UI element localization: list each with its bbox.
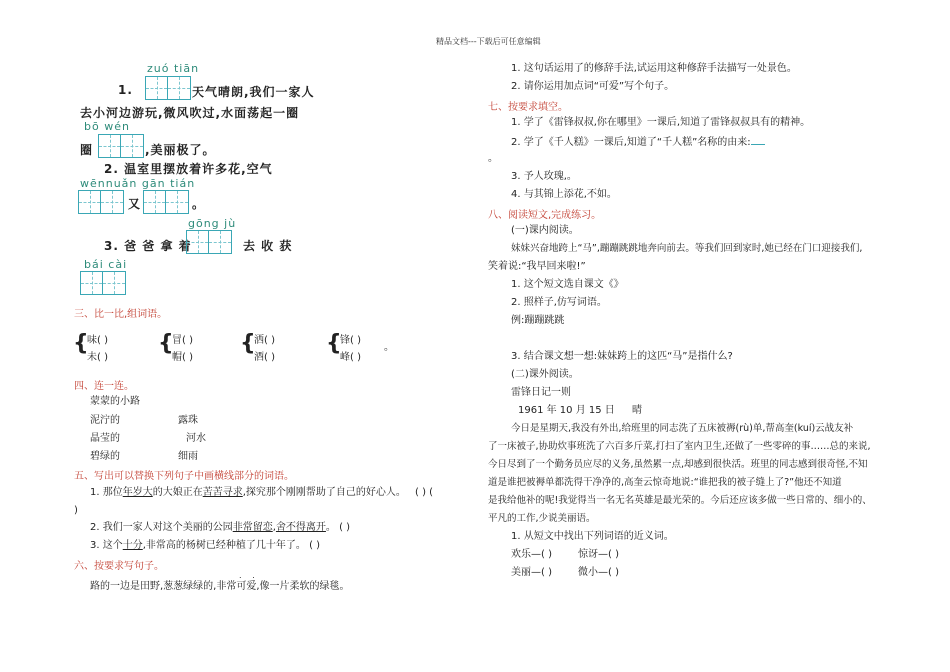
pinyin-gongju: gōng jù [188, 217, 237, 230]
diary-date: 1961 年 10 月 15 日 [518, 405, 615, 416]
compare-end: 。 [384, 342, 394, 353]
s5-q2-underline-1: 非常留恋 [232, 522, 273, 533]
diary-line-6: 平凡的工作,少说美丽语。 [488, 513, 596, 524]
section-7-title: 七、按要求填空。 [488, 102, 568, 113]
compare-4b: 峰( ) [340, 352, 361, 363]
p1-text-1: 妹妹兴奋地跨上“马”,蹦蹦跳跳地奔向前去。等我们回到家时,她已经在门口迎接我们, [511, 243, 863, 254]
p1-q2: 2. 照样子,仿写词语。 [511, 297, 607, 308]
p1-example: 例:蹦蹦跳跳 [511, 315, 565, 326]
writing-grid-gongju[interactable] [186, 230, 232, 254]
diary-title: 雷锋日记一则 [511, 387, 571, 398]
diary-line-3: 今日尽到了一个勤务员应尽的义务,虽然累一点,却感到很快活。班里的同志感到很奇怪,不知 [488, 459, 868, 470]
s5-q2-a: 2. 我们一家人对这个美丽的公园 [90, 522, 233, 533]
diary-line-2: 了一床被子,协助炊事班洗了六百多斤菜,打扫了室内卫生,还做了一些零碎的事……总的来说, [488, 441, 871, 452]
s5-q1 [90, 486, 406, 500]
s5-q1-underline-1: 年岁大 [122, 487, 153, 498]
page-header: 精品文档---下载后可任意编辑 [436, 37, 541, 46]
part-1-title: (一)课内阅读。 [511, 225, 579, 236]
s7-1: 1. 学了《雷锋叔叔,你在哪里》一课后,知道了雷锋叔叔具有的精神。 [511, 117, 811, 128]
s5-q2-b: , [272, 522, 276, 533]
part-2-title: (二)课外阅读。 [511, 369, 579, 380]
r1: 1. 这句话运用了的修辞手法,试运用这种修辞手法描写一处景色。 [511, 63, 797, 74]
q2-and: 又 [128, 197, 142, 211]
pinyin-baicai: bái cài [84, 258, 128, 271]
section-8-title: 八、阅读短文,完成练习。 [488, 210, 602, 221]
brace-4: { [326, 331, 342, 356]
match-left-2: 泥泞的 [90, 415, 120, 426]
p1-q3: 3. 结合课文想一想:妹妹跨上的这匹“马”是指什么? [511, 351, 733, 362]
s5-q2-underline-2: 舍不得离开 [275, 522, 326, 533]
s5-q1-c: ,探究那个刚刚帮助了自己的好心人。 [242, 487, 406, 498]
q1-number: 1. [118, 83, 133, 97]
section-6-title: 六、按要求写句子。 [74, 561, 164, 572]
section-5-title: 五、写出可以替换下列句子中画横线部分的词语。 [74, 471, 294, 482]
s5-q3-underline: 十分 [122, 540, 143, 551]
section-3-title: 三、比一比,组词语。 [74, 309, 168, 320]
emphasis-dots: . . [239, 571, 259, 580]
q3-text-b: 去 收 获 [243, 239, 293, 253]
match-left-4: 碧绿的 [90, 451, 120, 462]
p2-q1: 1. 从短文中找出下列词语的近义词。 [511, 531, 674, 542]
s7-2 [511, 134, 765, 150]
s5-q3 [90, 539, 320, 553]
writing-grid-bowen[interactable] [98, 134, 144, 158]
s5-q2-c: 。 ( ) [325, 522, 351, 533]
q2-line1: 2. 温室里摆放着许多花,空气 [104, 162, 273, 176]
q3-text-a: 3. 爸 爸 拿 着 [104, 239, 192, 253]
s7-4: 4. 与其锦上添花,不如。 [511, 189, 617, 200]
match-left-1: 蒙蒙的小路 [90, 396, 140, 407]
diary-line-5: 是我给他补的呢!我觉得当一名无名英雄是最光荣的。今后还应该多做一些日常的、细小的、 [488, 495, 872, 506]
brace-3: { [240, 331, 256, 356]
compare-2b: 帽( ) [172, 352, 193, 363]
writing-grid-zuotian[interactable] [145, 76, 191, 100]
s6-sentence: 路的一边是田野,葱葱绿绿的,非常可爱,像一片柔软的绿毯。 [90, 581, 350, 592]
compare-3a: 洒( ) [254, 335, 275, 346]
q1-quan: 圈 [80, 143, 94, 157]
s5-q3-a: 3. 这个 [90, 540, 123, 551]
diary-line-1: 今日是星期天,我没有外出,给班里的同志洗了五床被褥(rù)单,帮高奎(kuí)云战友补 [511, 423, 854, 434]
compare-4a: 锋( ) [340, 335, 361, 346]
compare-1a: 味( ) [87, 335, 108, 346]
match-right-2: 河水 [186, 433, 206, 444]
q1-text: 天气晴朗,我们一家人 [192, 85, 315, 99]
s5-q1-blanks[interactable]: ( ) ( [415, 487, 434, 498]
s5-q1-a: 1. 那位 [90, 487, 123, 498]
compare-3b: 酒( ) [254, 352, 275, 363]
syn-2a[interactable]: 美丽—( ) [511, 567, 552, 578]
brace-2: { [158, 331, 174, 356]
brace-1: { [73, 331, 89, 356]
q2-end: 。 [192, 197, 206, 211]
s5-q3-b: ,非常高的杨树已经种植了几十年了。 ( ) [142, 540, 321, 551]
s5-q1-b: 的大娘正在 [152, 487, 203, 498]
match-right-3: 细雨 [178, 451, 198, 462]
syn-1a[interactable]: 欢乐—( ) [511, 549, 552, 560]
pinyin-zuotian: zuó tiān [147, 62, 200, 75]
s7-2-end: 。 [488, 153, 498, 164]
s5-q1-underline-2: 苦苦寻求 [202, 487, 243, 498]
compare-2a: 冒( ) [172, 335, 193, 346]
writing-grid-gantian[interactable] [143, 190, 189, 214]
s7-2-blank[interactable] [751, 134, 765, 145]
pinyin-wennuan-gantian: wēnnuǎn gān tián [80, 177, 196, 190]
match-right-1: 露珠 [178, 415, 198, 426]
s5-q1-close: ) [74, 505, 78, 516]
s7-3: 3. 予人玫瑰,。 [511, 171, 577, 182]
diary-weather: 晴 [632, 405, 642, 416]
q1-end: ,美丽极了。 [145, 143, 216, 157]
compare-1b: 未( ) [87, 352, 108, 363]
r2: 2. 请你运用加点词“可爱”写个句子。 [511, 81, 675, 92]
syn-1b[interactable]: 惊讶—( ) [578, 549, 619, 560]
writing-grid-baicai[interactable] [80, 271, 126, 295]
syn-2b[interactable]: 微小—( ) [578, 567, 619, 578]
p1-q1: 1. 这个短文选自课文《》 [511, 279, 624, 290]
writing-grid-wennuan[interactable] [78, 190, 124, 214]
q1-line2: 去小河边游玩,微风吹过,水面荡起一圈 [80, 106, 300, 120]
pinyin-bowen: bō wén [84, 120, 130, 133]
p1-text-2: 笑着说:“我早回来啦!” [488, 261, 586, 272]
match-left-3: 晶莹的 [90, 433, 120, 444]
section-4-title: 四、连一连。 [74, 381, 134, 392]
s7-2-text: 2. 学了《千人糕》一课后,知道了“千人糕”名称的由来: [511, 137, 751, 148]
s5-q2 [90, 521, 350, 535]
diary-line-4: 道是谁把被褥单都洗得干净净的,高奎云惊奇地说:“谁把我的被子缝上了?”他还不知道 [488, 477, 842, 488]
